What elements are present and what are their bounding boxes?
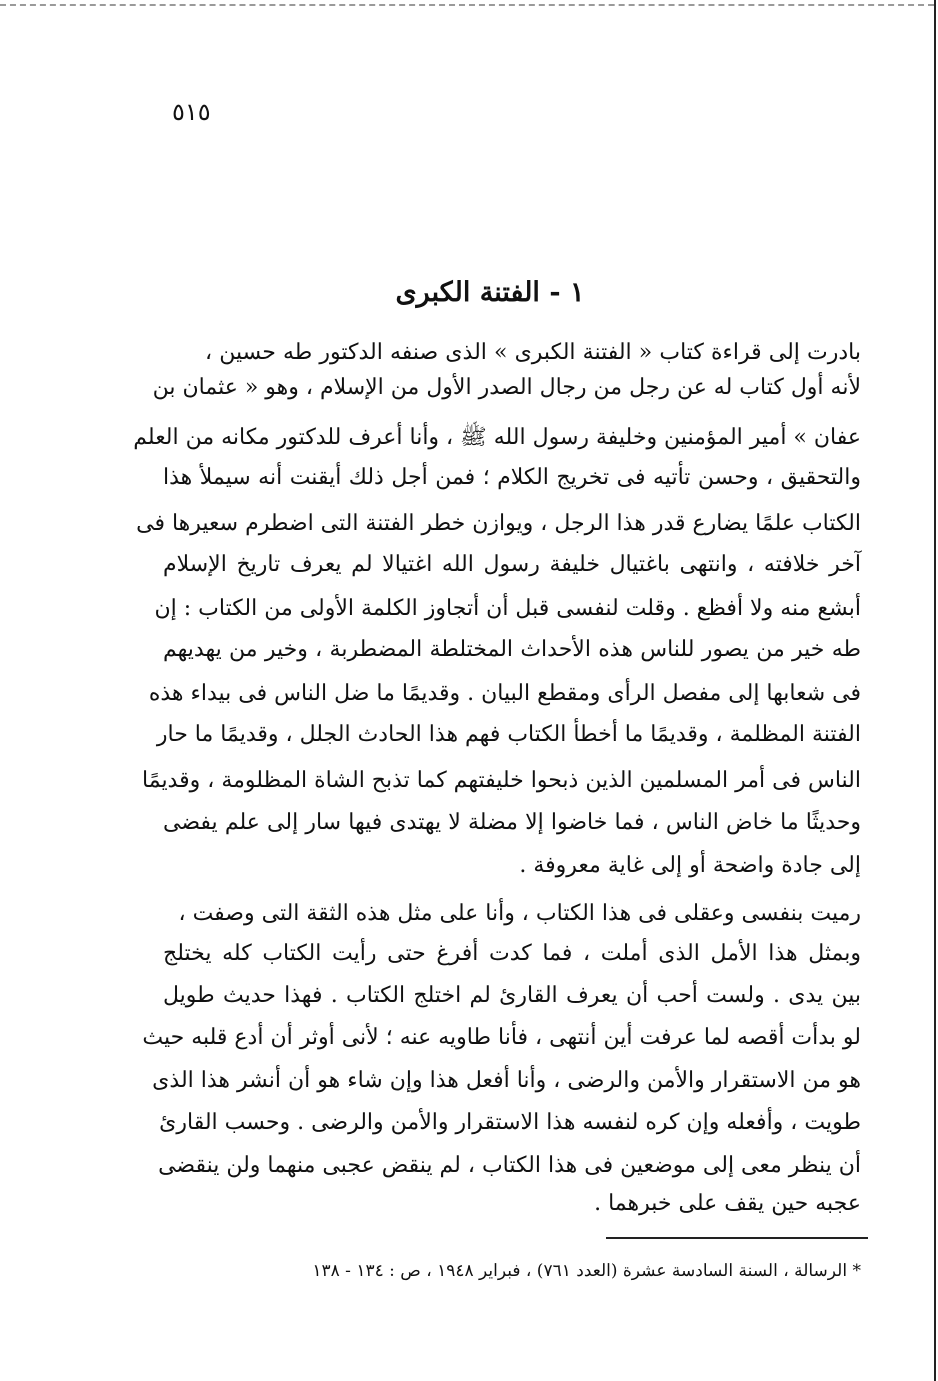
text-line: رميت بنفسى وعقلى فى هذا الكتاب ، وأنا على مثل هذه الثقة التى وصفت ، (178, 901, 861, 926)
text-line: فى شعابها إلى مفصل الرأى ومقطع البيان . وقديمًا ما ضل الناس فى بيداء هذه (148, 681, 861, 706)
footnote: * الرسالة ، السنة السادسة عشرة (العدد ٧٦١) ، فبراير ١٩٤٨ ، ص : ١٣٤ - ١٣٨ (312, 1261, 861, 1281)
text-line: عفان » أمير المؤمنين وخليفة رسول الله ﷺ ، وأنا أعرف للدكتور مكانه من العلم (133, 425, 861, 450)
text-line: هو من الاستقرار والأمن والرضى ، وأنا أفعل هذا وإن شاء هو أن أنشر هذا الذى (152, 1068, 861, 1093)
text-line: والتحقيق ، وحسن تأتيه فى تخريج الكلام ؛ فمن أجل ذلك أيقنت أنه سيملأ هذا (163, 465, 861, 490)
text-line: آخر خلافته ، وانتهى باغتيال خليفة رسول الله اغتيالا لم يعرف تاريخ الإسلام (163, 552, 861, 577)
text-line: لأنه أول كتاب له عن رجل من رجال الصدر الأول من الإسلام ، وهو « عثمان بن (152, 375, 861, 400)
text-line: لو بدأت أقصه لما عرفت أين أنتهى ، فأنا طاويه عنه ؛ لأنى أوثر أن أدع قلبه حيث (142, 1025, 861, 1050)
text-line: طويت ، وأفعله وإن كره لنفسه هذا الاستقرار والأمن والرضى . وحسب القارئ (159, 1110, 861, 1135)
text-line: الكتاب علمًا يضارع قدر هذا الرجل ، ويوازن خطر الفتنة التى اضطرم سعيرها فى (136, 511, 861, 536)
text-line: بين يدى . ولست أحب أن يعرف القارئ لم اختلج الكتاب . فهذا حديث طويل (163, 983, 861, 1008)
text-line: أبشع منه ولا أفظع . وقلت لنفسى قبل أن أتجاوز الكلمة الأولى من الكتاب : إن (154, 596, 861, 621)
top-dashed-border (0, 4, 934, 6)
chapter-title: ١ - الفتنة الكبرى (395, 277, 585, 308)
text-line: بادرت إلى قراءة كتاب « الفتنة الكبرى » الذى صنفه الدكتور طه حسين ، (205, 340, 861, 365)
text-line: الناس فى أمر المسلمين الذين ذبحوا خليفتهم كما تذبح الشاة المظلومة ، وقديمًا (142, 768, 861, 793)
text-line: أن ينظر معى إلى موضعين فى هذا الكتاب ، لم ينقض عجبى منهما ولن ينقضى (158, 1153, 861, 1178)
text-line: الفتنة المظلمة ، وقديمًا ما أخطأ الكتاب فهم هذا الحادث الجلل ، وقديمًا ما حار (156, 722, 861, 747)
text-line: طه خير من يصور للناس هذه الأحداث المختلطة المضطربة ، وخير من يهديهم (163, 637, 861, 662)
page-number: ٥١٥ (172, 98, 211, 126)
text-line: إلى جادة واضحة أو إلى غاية معروفة . (519, 853, 861, 878)
page-right-edge (934, 0, 936, 1381)
footnote-separator (606, 1237, 868, 1239)
text-line: وحديثًا ما خاض الناس ، فما خاضوا إلا مضلة لا يهتدى فيها سار إلى علم يفضى (163, 810, 861, 835)
text-line: وبمثل هذا الأمل الذى أملت ، فما كدت أفرغ حتى رأيت الكتاب كله يختلج (163, 941, 861, 966)
text-line: عجبه حين يقف على خبرهما . (594, 1191, 861, 1216)
